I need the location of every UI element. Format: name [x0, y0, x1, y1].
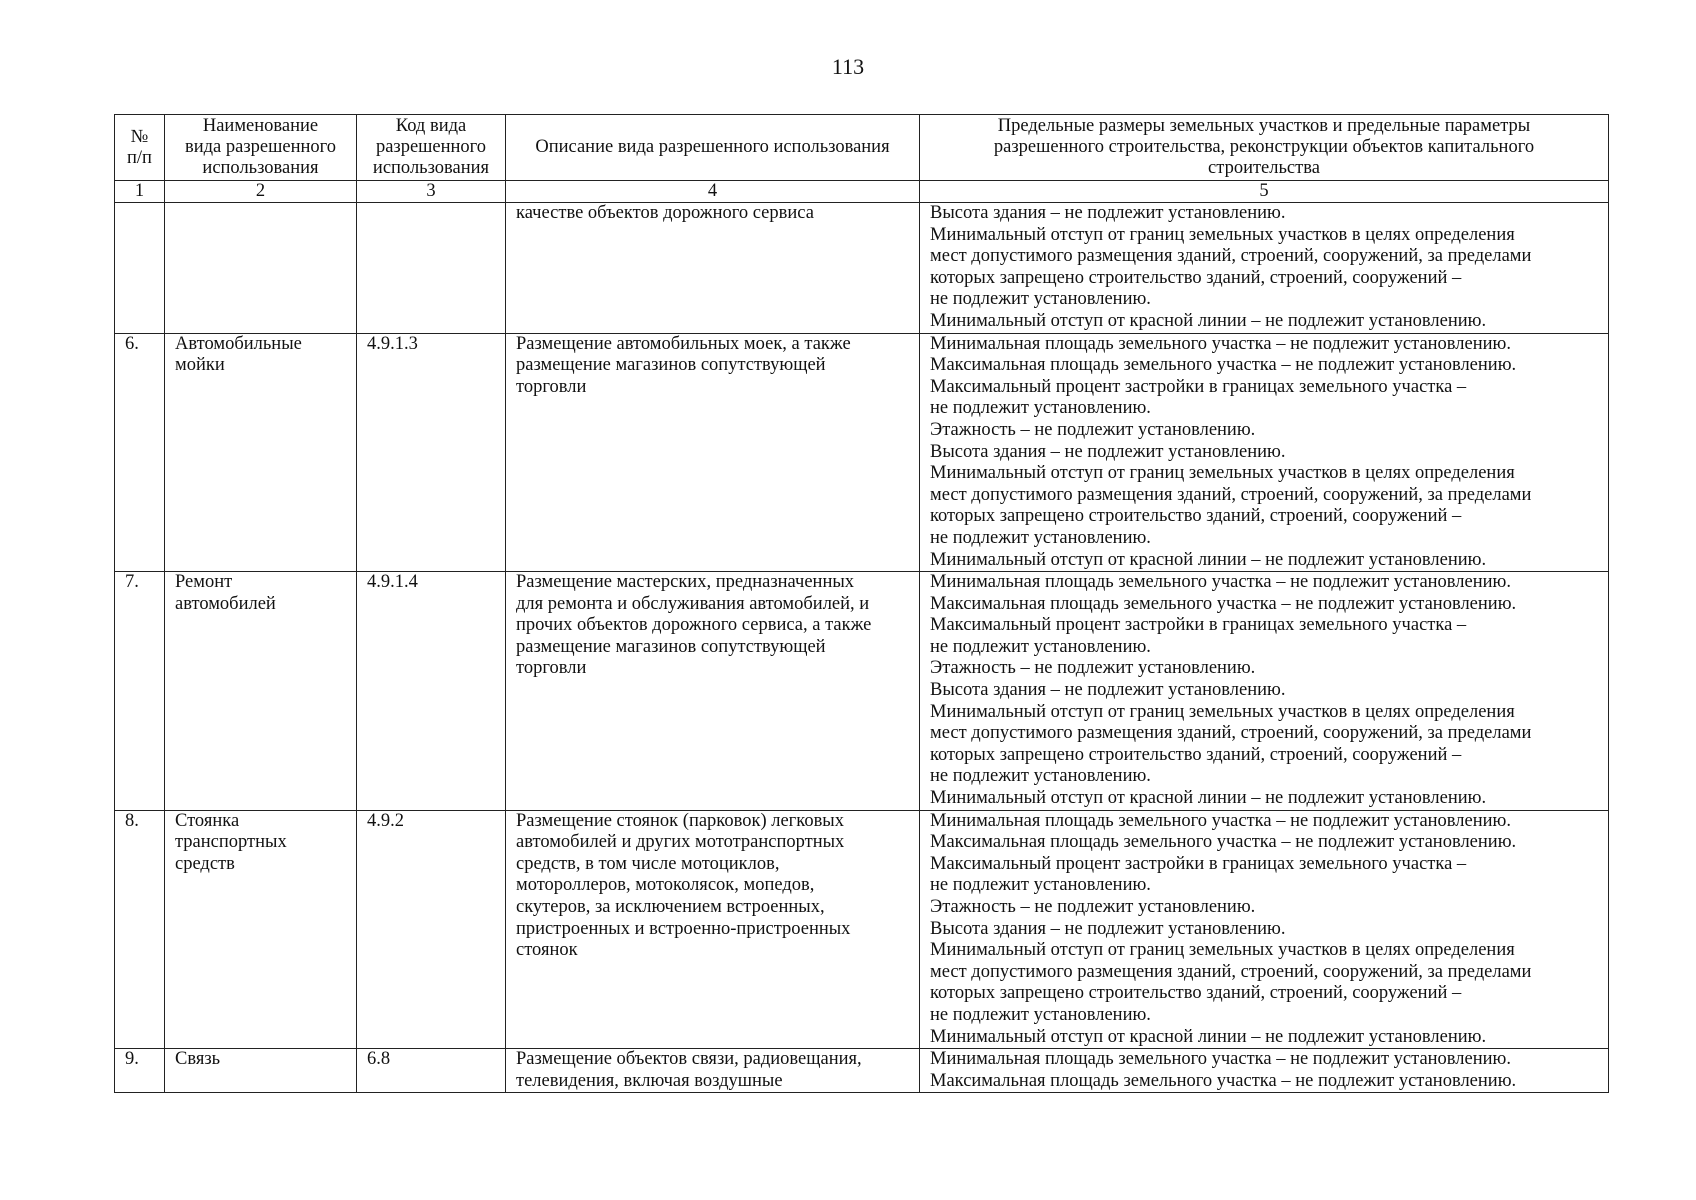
text-line: Минимальный отступ от красной линии – не подлежит установлению.: [930, 310, 1487, 331]
text-line: которых запрещено строительство зданий, строений, сооружений –: [930, 744, 1462, 765]
column-index-row: [115, 181, 1609, 203]
text-line: мест допустимого размещения зданий, строений, сооружений, за пределами: [930, 484, 1532, 505]
text-line: средств, в том числе мотоциклов,: [516, 853, 780, 874]
text-line: мотороллеров, мотоколясок, мопедов,: [516, 875, 815, 896]
text-line: автомобилей и других мототранспортных: [516, 832, 845, 853]
text-line: Минимальный отступ от границ земельных участков в целях определения: [930, 463, 1515, 484]
text-line: Минимальный отступ от границ земельных участков в целях определения: [930, 701, 1515, 722]
text-line: прочих объектов дорожного сервиса, а также: [516, 615, 872, 636]
text-line: Минимальная площадь земельного участка – не подлежит установлению.: [930, 810, 1511, 831]
text-line: Размещение автомобильных моек, а также: [516, 333, 851, 354]
text-line: пристроенных и встроенно-пристроенных: [516, 918, 851, 939]
use-name-cell: [165, 333, 357, 572]
text-line: Минимальная площадь земельного участка – не подлежит установлению.: [930, 333, 1511, 354]
header-use-code: Код вида разрешенного использования: [357, 115, 506, 181]
text-line: Стоянка: [175, 810, 240, 831]
row-number: [115, 203, 165, 334]
text-line: качестве объектов дорожного сервиса: [516, 203, 814, 223]
land-use-table: [114, 114, 1609, 1093]
text-line: которых запрещено строительство зданий, строений, сооружений –: [930, 983, 1462, 1004]
text-line: Минимальная площадь земельного участка – не подлежит установлению.: [930, 572, 1511, 593]
text-line: транспортных: [175, 832, 287, 853]
text-line: торговли: [516, 658, 587, 679]
text-line: которых запрещено строительство зданий, строений, сооружений –: [930, 506, 1462, 527]
text-line: Высота здания – не подлежит установлению.: [930, 441, 1286, 462]
table-body: [115, 203, 1609, 1093]
header-use-description: Описание вида разрешенного использования: [506, 115, 920, 181]
use-name-cell: [165, 810, 357, 1049]
text-line: не подлежит установлению.: [930, 398, 1151, 419]
text-line: не подлежит установлению.: [930, 527, 1151, 548]
text-line: Размещение стоянок (парковок) легковых: [516, 810, 844, 831]
limit-parameters-cell: [920, 572, 1609, 811]
text-line: Размещение объектов связи, радиовещания,: [516, 1049, 862, 1070]
text-line: Максимальная площадь земельного участка – не подлежит установлению.: [930, 355, 1517, 376]
text-line: телевидения, включая воздушные: [516, 1070, 783, 1091]
text-line: которых запрещено строительство зданий, строений, сооружений –: [930, 267, 1462, 288]
table-header-row: [115, 115, 1609, 181]
text-line: Связь: [175, 1049, 221, 1070]
text-line: Минимальный отступ от красной линии – не подлежит установлению.: [930, 788, 1487, 809]
header-limit-parameters: Предельные размеры земельных участков и предельные параметры разрешенного строительства, реконструкции объектов капитального строительства: [920, 115, 1609, 181]
column-index: 2: [165, 181, 357, 203]
use-code-cell: 4.9.2: [357, 810, 506, 1049]
table-row: [115, 203, 1609, 334]
column-index: 5: [920, 181, 1609, 203]
header-use-name: Наименование вида разрешенного использования: [165, 115, 357, 181]
text-line: Размещение мастерских, предназначенных: [516, 572, 855, 593]
text-line: Минимальный отступ от красной линии – не подлежит установлению.: [930, 549, 1487, 570]
text-line: не подлежит установлению.: [930, 636, 1151, 657]
text-line: автомобилей: [175, 593, 276, 614]
text-line: мойки: [175, 355, 225, 376]
use-name-cell: [165, 572, 357, 811]
text-line: Этажность – не подлежит установлению.: [930, 658, 1256, 679]
text-line: средств: [175, 853, 235, 874]
text-line: торговли: [516, 376, 587, 397]
row-number: 7.: [115, 572, 165, 811]
limit-parameters-cell: [920, 810, 1609, 1049]
table-row: [115, 810, 1609, 1049]
row-number: 6.: [115, 333, 165, 572]
use-name-cell: [165, 1049, 357, 1093]
use-code-cell: 4.9.1.3: [357, 333, 506, 572]
text-line: Высота здания – не подлежит установлению.: [930, 203, 1286, 223]
text-line: для ремонта и обслуживания автомобилей, и: [516, 593, 870, 614]
text-line: не подлежит установлению.: [930, 1004, 1151, 1025]
use-code-cell: [357, 203, 506, 334]
text-line: Минимальная площадь земельного участка – не подлежит установлению.: [930, 1049, 1511, 1070]
use-description-cell: [506, 572, 920, 811]
text-line: Ремонт: [175, 572, 233, 593]
text-line: Этажность – не подлежит установлению.: [930, 897, 1256, 917]
text-line: не подлежит установлению.: [930, 875, 1151, 896]
use-description-cell: [506, 810, 920, 1049]
row-number: 9.: [115, 1049, 165, 1093]
text-line: размещение магазинов сопутствующей: [516, 355, 826, 376]
header-number: № п/п: [115, 115, 165, 181]
limit-parameters-cell: [920, 203, 1609, 334]
text-line: мест допустимого размещения зданий, строений, сооружений, за пределами: [930, 246, 1532, 267]
page-number: 113: [831, 54, 865, 79]
limit-parameters-cell: [920, 333, 1609, 572]
text-line: Максимальная площадь земельного участка – не подлежит установлению.: [930, 832, 1517, 853]
text-line: скутеров, за исключением встроенных,: [516, 897, 825, 917]
table-row: [115, 572, 1609, 811]
column-index: 1: [115, 181, 165, 203]
text-line: Высота здания – не подлежит установлению.: [930, 680, 1286, 701]
column-index: 3: [357, 181, 506, 203]
text-line: не подлежит установлению.: [930, 766, 1151, 787]
text-line: Этажность – не подлежит установлению.: [930, 419, 1256, 440]
text-line: размещение магазинов сопутствующей: [516, 636, 826, 657]
text-line: Максимальный процент застройки в границах земельного участка –: [930, 376, 1467, 397]
text-line: Высота здания – не подлежит установлению.: [930, 918, 1286, 939]
table-row: [115, 1049, 1609, 1093]
text-line: Автомобильные: [175, 333, 302, 354]
use-name-cell: [165, 203, 357, 334]
text-line: Максимальная площадь земельного участка – не подлежит установлению.: [930, 1070, 1517, 1091]
text-line: мест допустимого размещения зданий, строений, сооружений, за пределами: [930, 961, 1532, 982]
table-row: [115, 333, 1609, 572]
limit-parameters-cell: [920, 1049, 1609, 1093]
text-line: Минимальный отступ от границ земельных участков в целях определения: [930, 940, 1515, 961]
text-line: не подлежит установлению.: [930, 289, 1151, 310]
column-index: 4: [506, 181, 920, 203]
text-line: стоянок: [516, 940, 578, 961]
use-code-cell: 6.8: [357, 1049, 506, 1093]
text-line: Максимальный процент застройки в границах земельного участка –: [930, 615, 1467, 636]
text-line: Максимальный процент застройки в границах земельного участка –: [930, 853, 1467, 874]
use-description-cell: [506, 203, 920, 334]
text-line: Максимальная площадь земельного участка – не подлежит установлению.: [930, 593, 1517, 614]
use-description-cell: [506, 333, 920, 572]
text-line: Минимальный отступ от границ земельных участков в целях определения: [930, 224, 1515, 245]
use-description-cell: [506, 1049, 920, 1093]
text-line: мест допустимого размещения зданий, строений, сооружений, за пределами: [930, 723, 1532, 744]
row-number: 8.: [115, 810, 165, 1049]
use-code-cell: 4.9.1.4: [357, 572, 506, 811]
text-line: Минимальный отступ от красной линии – не подлежит установлению.: [930, 1026, 1487, 1047]
